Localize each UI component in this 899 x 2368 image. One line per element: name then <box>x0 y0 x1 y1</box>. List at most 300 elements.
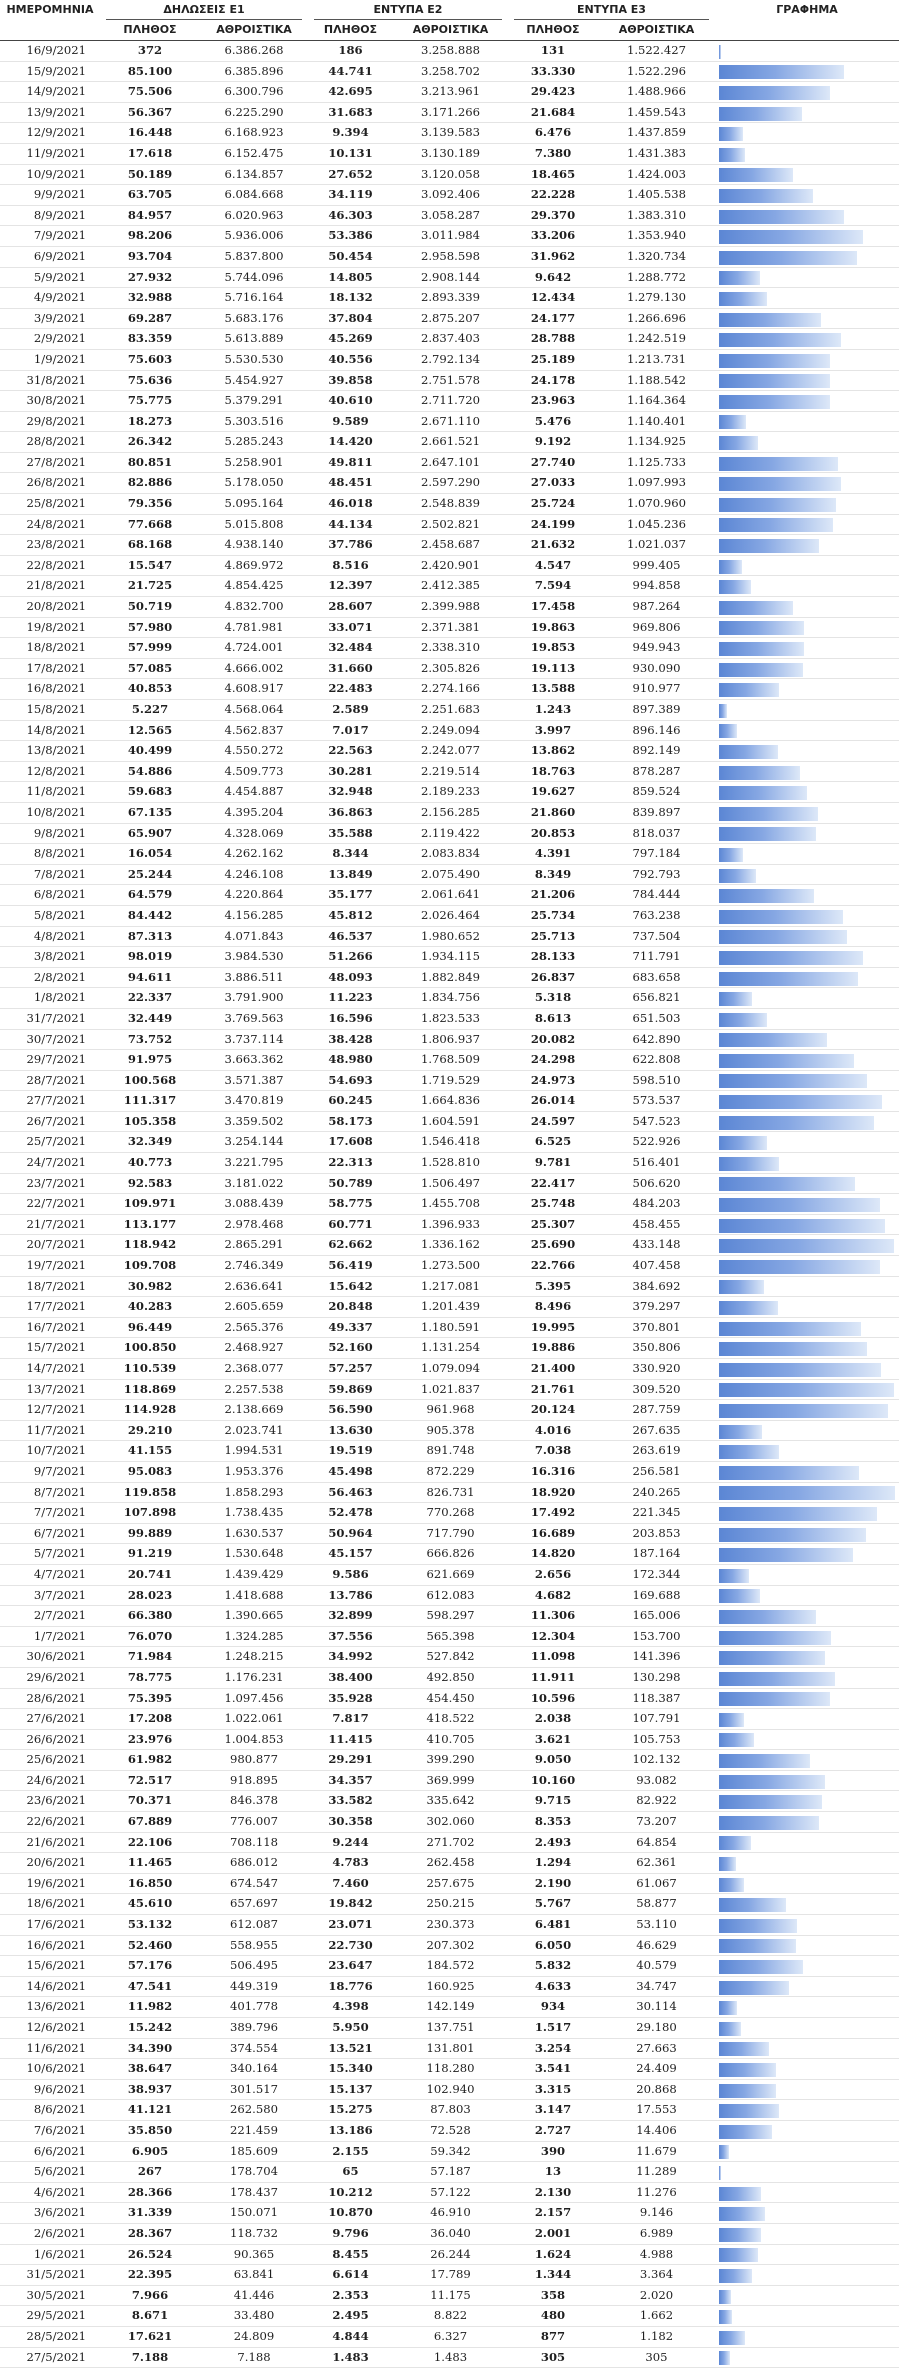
bar-fill <box>719 1795 822 1809</box>
e2-cumulative-cell: 57.122 <box>393 2182 508 2203</box>
e2-cumulative-cell: 369.999 <box>393 1770 508 1791</box>
e3-count-cell: 25.690 <box>508 1235 598 1256</box>
bar-cell <box>715 844 899 865</box>
bar-fill <box>719 1569 749 1583</box>
e3-cumulative-cell: 458.455 <box>598 1214 715 1235</box>
e2-cumulative-cell: 2.751.578 <box>393 370 508 391</box>
e3-count-cell: 3.147 <box>508 2100 598 2121</box>
e2-count-cell: 54.693 <box>308 1070 393 1091</box>
e1-cumulative-cell: 4.724.001 <box>200 638 308 659</box>
e1-count-cell: 57.999 <box>100 638 200 659</box>
bar-cell <box>715 123 899 144</box>
table-row <box>0 1626 899 1647</box>
e3-cumulative-cell: 309.520 <box>598 1379 715 1400</box>
e1-cumulative-cell: 5.683.176 <box>200 308 308 329</box>
bar-fill <box>719 354 830 368</box>
table-row <box>0 720 899 741</box>
bar-cell <box>715 720 899 741</box>
e3-count-cell: 20.124 <box>508 1400 598 1421</box>
bar-fill <box>719 807 818 821</box>
bar-fill <box>719 1713 744 1727</box>
e1-count-cell: 50.189 <box>100 164 200 185</box>
e2-cumulative-cell: 1.273.500 <box>393 1256 508 1277</box>
bar-fill <box>719 1239 894 1253</box>
e1-cumulative-cell: 1.097.456 <box>200 1688 308 1709</box>
bar-cell <box>715 2079 899 2100</box>
e1-count-cell: 57.980 <box>100 617 200 638</box>
e2-count-cell: 7.817 <box>308 1709 393 1730</box>
e3-count-cell: 19.627 <box>508 782 598 803</box>
bar-fill <box>719 333 841 347</box>
e2-count-cell: 40.556 <box>308 349 393 370</box>
e2-count-cell: 58.775 <box>308 1194 393 1215</box>
bar-cell <box>715 102 899 123</box>
e1-count-cell: 40.283 <box>100 1297 200 1318</box>
e2-count-cell: 58.173 <box>308 1111 393 1132</box>
e3-cumulative-cell: 433.148 <box>598 1235 715 1256</box>
e3-count-cell: 31.962 <box>508 246 598 267</box>
e1-cumulative-cell: 3.571.387 <box>200 1070 308 1091</box>
e3-cumulative-cell: 17.553 <box>598 2100 715 2121</box>
bar-fill <box>719 724 737 738</box>
bar-fill <box>719 704 727 718</box>
e2-cumulative-cell: 770.268 <box>393 1503 508 1524</box>
table-row <box>0 1194 899 1215</box>
e1-cumulative-cell: 5.303.516 <box>200 411 308 432</box>
e3-cumulative-cell: 897.389 <box>598 700 715 721</box>
e1-cumulative-cell: 657.697 <box>200 1894 308 1915</box>
e1-cumulative-cell: 6.020.963 <box>200 205 308 226</box>
bar-fill <box>719 2269 752 2283</box>
table-row <box>0 1503 899 1524</box>
e3-count-cell: 24.298 <box>508 1050 598 1071</box>
e1-count-cell: 11.982 <box>100 1997 200 2018</box>
bar-cell <box>715 226 899 247</box>
date-cell: 13/7/2021 <box>0 1379 100 1400</box>
date-cell: 24/8/2021 <box>0 514 100 535</box>
e2-cumulative-cell: 2.219.514 <box>393 761 508 782</box>
date-cell: 10/7/2021 <box>0 1441 100 1462</box>
bar-fill <box>719 992 752 1006</box>
e3-cumulative-cell: 130.298 <box>598 1667 715 1688</box>
e3-count-cell: 16.689 <box>508 1523 598 1544</box>
bar-fill <box>719 189 813 203</box>
e2-cumulative-cell: 1.834.756 <box>393 988 508 1009</box>
e2-cumulative-cell: 905.378 <box>393 1420 508 1441</box>
bar-fill <box>719 457 838 471</box>
e1-count-cell: 17.621 <box>100 2326 200 2347</box>
bar-fill <box>719 1033 827 1047</box>
e2-cumulative-cell: 454.450 <box>393 1688 508 1709</box>
bar-fill <box>719 1919 797 1933</box>
e3-count-cell: 131 <box>508 41 598 62</box>
table-row <box>0 617 899 638</box>
table-row <box>0 926 899 947</box>
table-row <box>0 1894 899 1915</box>
e2-count-cell: 37.804 <box>308 308 393 329</box>
bar-cell <box>715 658 899 679</box>
e1-count-cell: 92.583 <box>100 1173 200 1194</box>
date-cell: 21/8/2021 <box>0 576 100 597</box>
e1-count-cell: 110.539 <box>100 1359 200 1380</box>
e3-count-cell: 23.963 <box>508 391 598 412</box>
e1-cumulative-cell: 5.379.291 <box>200 391 308 412</box>
bar-fill <box>719 1610 816 1624</box>
e3-cumulative-cell: 1.522.296 <box>598 61 715 82</box>
e2-count-cell: 45.269 <box>308 329 393 350</box>
e3-count-cell: 2.727 <box>508 2120 598 2141</box>
e2-cumulative-cell: 1.604.591 <box>393 1111 508 1132</box>
bar-cell <box>715 1915 899 1936</box>
header-e3: ΕΝΤΥΠΑ Ε3 <box>508 0 715 20</box>
e3-cumulative-cell: 839.897 <box>598 802 715 823</box>
e1-cumulative-cell: 340.164 <box>200 2059 308 2080</box>
date-cell: 8/8/2021 <box>0 844 100 865</box>
e3-count-cell: 877 <box>508 2326 598 2347</box>
bar-fill <box>719 683 779 697</box>
table-row <box>0 1132 899 1153</box>
bar-fill <box>719 1322 861 1336</box>
date-cell: 10/8/2021 <box>0 802 100 823</box>
e3-cumulative-cell: 350.806 <box>598 1338 715 1359</box>
bar-cell <box>715 473 899 494</box>
e2-cumulative-cell: 17.789 <box>393 2265 508 2286</box>
e3-cumulative-cell: 1.164.364 <box>598 391 715 412</box>
e2-cumulative-cell: 1.396.933 <box>393 1214 508 1235</box>
e1-count-cell: 32.349 <box>100 1132 200 1153</box>
e3-count-cell: 29.423 <box>508 82 598 103</box>
date-cell: 9/8/2021 <box>0 823 100 844</box>
e1-count-cell: 87.313 <box>100 926 200 947</box>
e2-count-cell: 16.596 <box>308 1008 393 1029</box>
date-cell: 28/8/2021 <box>0 432 100 453</box>
bar-cell <box>715 1585 899 1606</box>
table-row <box>0 308 899 329</box>
e1-cumulative-cell: 3.737.114 <box>200 1029 308 1050</box>
table-row <box>0 597 899 618</box>
bar-fill <box>719 395 830 409</box>
e1-cumulative-cell: 1.004.853 <box>200 1729 308 1750</box>
e1-cumulative-cell: 708.118 <box>200 1832 308 1853</box>
e2-count-cell: 11.415 <box>308 1729 393 1750</box>
header-e1-cumulative: ΑΘΡΟΙΣΤΙΚΑ <box>200 20 308 41</box>
e1-cumulative-cell: 2.468.927 <box>200 1338 308 1359</box>
e3-count-cell: 20.853 <box>508 823 598 844</box>
bar-fill <box>719 1878 744 1892</box>
bar-cell <box>715 1091 899 1112</box>
bar-cell <box>715 1050 899 1071</box>
e2-cumulative-cell: 230.373 <box>393 1915 508 1936</box>
e2-cumulative-cell: 262.458 <box>393 1853 508 1874</box>
date-cell: 30/7/2021 <box>0 1029 100 1050</box>
bar-cell <box>715 1070 899 1091</box>
bar-fill <box>719 1486 895 1500</box>
date-cell: 12/9/2021 <box>0 123 100 144</box>
date-cell: 21/6/2021 <box>0 1832 100 1853</box>
e2-count-cell: 45.157 <box>308 1544 393 1565</box>
e2-count-cell: 10.212 <box>308 2182 393 2203</box>
table-row <box>0 1256 899 1277</box>
e2-cumulative-cell: 2.119.422 <box>393 823 508 844</box>
e2-cumulative-cell: 250.215 <box>393 1894 508 1915</box>
e2-count-cell: 2.353 <box>308 2285 393 2306</box>
e2-cumulative-cell: 184.572 <box>393 1956 508 1977</box>
bar-cell <box>715 885 899 906</box>
e3-cumulative-cell: 187.164 <box>598 1544 715 1565</box>
e1-cumulative-cell: 1.953.376 <box>200 1461 308 1482</box>
table-row <box>0 41 899 62</box>
e2-cumulative-cell: 1.021.837 <box>393 1379 508 1400</box>
e3-cumulative-cell: 642.890 <box>598 1029 715 1050</box>
e1-cumulative-cell: 846.378 <box>200 1791 308 1812</box>
date-cell: 6/9/2021 <box>0 246 100 267</box>
e3-cumulative-cell: 370.801 <box>598 1317 715 1338</box>
table-row <box>0 1214 899 1235</box>
bar-cell <box>715 2306 899 2327</box>
table-row <box>0 1976 899 1997</box>
table-row <box>0 1461 899 1482</box>
e3-cumulative-cell: 792.793 <box>598 864 715 885</box>
e3-cumulative-cell: 305 <box>598 2347 715 2368</box>
bar-cell <box>715 555 899 576</box>
table-row <box>0 432 899 453</box>
date-cell: 19/6/2021 <box>0 1873 100 1894</box>
e3-cumulative-cell: 172.344 <box>598 1564 715 1585</box>
e3-count-cell: 21.761 <box>508 1379 598 1400</box>
e3-count-cell: 1.624 <box>508 2244 598 2265</box>
e2-count-cell: 50.964 <box>308 1523 393 1544</box>
bar-fill <box>719 2290 731 2304</box>
table-row <box>0 2059 899 2080</box>
e1-count-cell: 91.975 <box>100 1050 200 1071</box>
bar-cell <box>715 1729 899 1750</box>
e2-cumulative-cell: 302.060 <box>393 1812 508 1833</box>
e1-count-cell: 82.886 <box>100 473 200 494</box>
table-row <box>0 885 899 906</box>
e1-count-cell: 109.971 <box>100 1194 200 1215</box>
e3-cumulative-cell: 930.090 <box>598 658 715 679</box>
e3-count-cell: 3.541 <box>508 2059 598 2080</box>
date-cell: 30/5/2021 <box>0 2285 100 2306</box>
e2-cumulative-cell: 2.189.233 <box>393 782 508 803</box>
e3-cumulative-cell: 878.287 <box>598 761 715 782</box>
e2-cumulative-cell: 3.258.702 <box>393 61 508 82</box>
bar-fill <box>719 889 814 903</box>
e3-count-cell: 934 <box>508 1997 598 2018</box>
e2-count-cell: 38.428 <box>308 1029 393 1050</box>
bar-cell <box>715 1297 899 1318</box>
e2-cumulative-cell: 2.412.385 <box>393 576 508 597</box>
bar-fill <box>719 1507 877 1521</box>
bar-cell <box>715 905 899 926</box>
e3-count-cell: 25.189 <box>508 349 598 370</box>
e2-cumulative-cell: 137.751 <box>393 2018 508 2039</box>
e2-count-cell: 22.483 <box>308 679 393 700</box>
e2-count-cell: 37.556 <box>308 1626 393 1647</box>
e3-cumulative-cell: 1.182 <box>598 2326 715 2347</box>
e1-cumulative-cell: 6.084.668 <box>200 185 308 206</box>
e2-count-cell: 4.844 <box>308 2326 393 2347</box>
table-row <box>0 1482 899 1503</box>
e1-cumulative-cell: 6.225.290 <box>200 102 308 123</box>
e3-cumulative-cell: 711.791 <box>598 947 715 968</box>
e1-count-cell: 30.982 <box>100 1276 200 1297</box>
e2-cumulative-cell: 335.642 <box>393 1791 508 1812</box>
bar-fill <box>719 313 821 327</box>
e2-count-cell: 34.357 <box>308 1770 393 1791</box>
e3-cumulative-cell: 24.409 <box>598 2059 715 2080</box>
e2-cumulative-cell: 2.026.464 <box>393 905 508 926</box>
e2-cumulative-cell: 3.011.984 <box>393 226 508 247</box>
e1-cumulative-cell: 5.716.164 <box>200 288 308 309</box>
date-cell: 28/7/2021 <box>0 1070 100 1091</box>
e1-count-cell: 53.132 <box>100 1915 200 1936</box>
date-cell: 12/6/2021 <box>0 2018 100 2039</box>
e1-cumulative-cell: 558.955 <box>200 1935 308 1956</box>
e1-cumulative-cell: 5.837.800 <box>200 246 308 267</box>
e1-count-cell: 61.982 <box>100 1750 200 1771</box>
e3-cumulative-cell: 573.537 <box>598 1091 715 1112</box>
table-row <box>0 1338 899 1359</box>
date-cell: 4/7/2021 <box>0 1564 100 1585</box>
e1-count-cell: 68.168 <box>100 535 200 556</box>
e3-count-cell: 27.033 <box>508 473 598 494</box>
e3-cumulative-cell: 1.488.966 <box>598 82 715 103</box>
e1-count-cell: 65.907 <box>100 823 200 844</box>
e3-cumulative-cell: 1.134.925 <box>598 432 715 453</box>
e2-count-cell: 15.275 <box>308 2100 393 2121</box>
e2-cumulative-cell: 2.458.687 <box>393 535 508 556</box>
bar-fill <box>719 1672 835 1686</box>
e2-count-cell: 4.783 <box>308 1853 393 1874</box>
e1-cumulative-cell: 221.459 <box>200 2120 308 2141</box>
e3-cumulative-cell: 2.020 <box>598 2285 715 2306</box>
e1-count-cell: 57.085 <box>100 658 200 679</box>
bar-cell <box>715 1276 899 1297</box>
e2-count-cell: 32.899 <box>308 1606 393 1627</box>
e2-cumulative-cell: 2.156.285 <box>393 802 508 823</box>
table-row <box>0 658 899 679</box>
bar-fill <box>719 1775 825 1789</box>
e1-cumulative-cell: 5.454.927 <box>200 370 308 391</box>
bar-cell <box>715 411 899 432</box>
e1-count-cell: 7.188 <box>100 2347 200 2368</box>
e3-cumulative-cell: 169.688 <box>598 1585 715 1606</box>
e1-count-cell: 22.337 <box>100 988 200 1009</box>
date-cell: 7/6/2021 <box>0 2120 100 2141</box>
header-sub-empty <box>0 20 100 41</box>
date-cell: 9/7/2021 <box>0 1461 100 1482</box>
bar-cell <box>715 1956 899 1977</box>
e2-count-cell: 56.463 <box>308 1482 393 1503</box>
e2-count-cell: 13.521 <box>308 2038 393 2059</box>
bar-cell <box>715 1400 899 1421</box>
date-cell: 1/7/2021 <box>0 1626 100 1647</box>
e1-count-cell: 109.708 <box>100 1256 200 1277</box>
e3-count-cell: 22.228 <box>508 185 598 206</box>
e3-cumulative-cell: 1.405.538 <box>598 185 715 206</box>
bar-fill <box>719 230 863 244</box>
table-row <box>0 1647 899 1668</box>
table-row <box>0 2100 899 2121</box>
e3-count-cell: 4.682 <box>508 1585 598 1606</box>
e1-cumulative-cell: 41.446 <box>200 2285 308 2306</box>
e1-count-cell: 38.647 <box>100 2059 200 2080</box>
table-row <box>0 1832 899 1853</box>
date-cell: 3/9/2021 <box>0 308 100 329</box>
e2-count-cell: 50.789 <box>308 1173 393 1194</box>
e1-cumulative-cell: 1.738.435 <box>200 1503 308 1524</box>
table-row <box>0 1276 899 1297</box>
date-cell: 27/6/2021 <box>0 1709 100 1730</box>
e3-count-cell: 2.130 <box>508 2182 598 2203</box>
bar-cell <box>715 947 899 968</box>
bar-cell <box>715 823 899 844</box>
header-date: ΗΜΕΡΟΜΗΝΙΑ <box>6 3 94 16</box>
e2-count-cell: 15.340 <box>308 2059 393 2080</box>
e1-count-cell: 28.367 <box>100 2223 200 2244</box>
e3-count-cell: 1.243 <box>508 700 598 721</box>
e1-cumulative-cell: 4.938.140 <box>200 535 308 556</box>
e3-cumulative-cell: 82.922 <box>598 1791 715 1812</box>
e3-count-cell: 25.748 <box>508 1194 598 1215</box>
e1-count-cell: 84.957 <box>100 205 200 226</box>
e1-count-cell: 7.966 <box>100 2285 200 2306</box>
table-row <box>0 267 899 288</box>
e1-cumulative-cell: 612.087 <box>200 1915 308 1936</box>
e1-count-cell: 16.448 <box>100 123 200 144</box>
bar-fill <box>719 1425 762 1439</box>
bar-fill <box>719 1095 882 1109</box>
bar-fill <box>719 1445 779 1459</box>
e2-count-cell: 11.223 <box>308 988 393 1009</box>
e1-count-cell: 71.984 <box>100 1647 200 1668</box>
e2-count-cell: 49.811 <box>308 452 393 473</box>
bar-fill <box>719 560 742 574</box>
e1-cumulative-cell: 4.568.064 <box>200 700 308 721</box>
e3-cumulative-cell: 1.045.236 <box>598 514 715 535</box>
date-cell: 4/6/2021 <box>0 2182 100 2203</box>
date-cell: 28/6/2021 <box>0 1688 100 1709</box>
e3-cumulative-cell: 221.345 <box>598 1503 715 1524</box>
e2-cumulative-cell: 872.229 <box>393 1461 508 1482</box>
e1-count-cell: 99.889 <box>100 1523 200 1544</box>
e3-count-cell: 1.294 <box>508 1853 598 1874</box>
e3-cumulative-cell: 999.405 <box>598 555 715 576</box>
e2-cumulative-cell: 1.201.439 <box>393 1297 508 1318</box>
e1-cumulative-cell: 4.869.972 <box>200 555 308 576</box>
bar-fill <box>719 1857 736 1871</box>
e3-count-cell: 3.621 <box>508 1729 598 1750</box>
table-row <box>0 1544 899 1565</box>
bar-cell <box>715 1359 899 1380</box>
table-row <box>0 226 899 247</box>
e2-count-cell: 57.257 <box>308 1359 393 1380</box>
bar-cell <box>715 741 899 762</box>
e2-count-cell: 49.337 <box>308 1317 393 1338</box>
bar-cell <box>715 514 899 535</box>
e1-cumulative-cell: 1.022.061 <box>200 1709 308 1730</box>
e3-count-cell: 3.997 <box>508 720 598 741</box>
e1-cumulative-cell: 4.454.887 <box>200 782 308 803</box>
e2-cumulative-cell: 2.875.207 <box>393 308 508 329</box>
table-row <box>0 2265 899 2286</box>
e3-cumulative-cell: 1.097.993 <box>598 473 715 494</box>
e3-count-cell: 8.349 <box>508 864 598 885</box>
e2-cumulative-cell: 2.242.077 <box>393 741 508 762</box>
e3-cumulative-cell: 11.289 <box>598 2162 715 2183</box>
e3-cumulative-cell: 61.067 <box>598 1873 715 1894</box>
